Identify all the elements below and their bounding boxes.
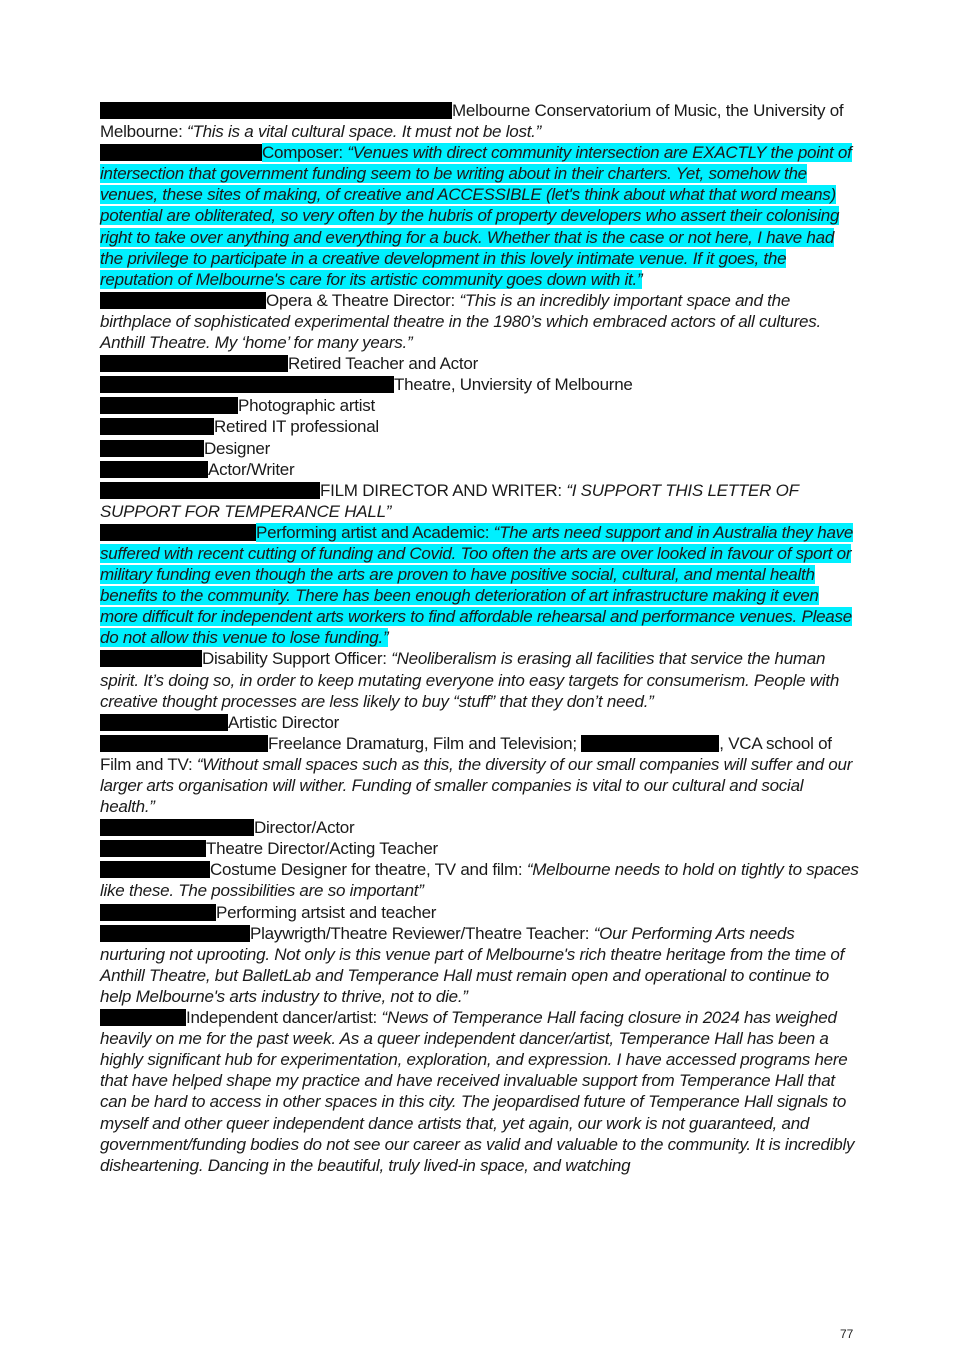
redaction-block (100, 904, 216, 921)
redaction-block (100, 861, 210, 878)
entry-role: Independent dancer/artist: (186, 1008, 382, 1028)
testimonial-entry (100, 923, 860, 1007)
redaction-block (100, 144, 262, 161)
entry-role: Photographic artist (238, 396, 375, 416)
redaction-block (100, 292, 266, 309)
entry-role: Designer (204, 438, 271, 458)
testimonial-entry (100, 290, 860, 353)
redaction-block (100, 397, 238, 414)
redaction-block (100, 524, 256, 541)
entry-role: Opera & Theatre Director: (266, 290, 460, 310)
redaction-block (100, 355, 288, 372)
entry-role: Retired Teacher and Actor (288, 354, 478, 374)
redaction-block (100, 714, 228, 731)
testimonial-entry (100, 838, 860, 859)
entry-role: Melbourne Conservatorium of Music, the University of Melbourne: (100, 101, 844, 142)
entry-quote: “Melbourne needs to hold on tightly to spaces like these. The possibilities are so important” (100, 860, 859, 901)
entry-quote: “This is an incredibly important space and the birthplace of sophisticated experimental theatre in the 1980’s which embraced actors of all cultures. Anthill Theatre. My ‘home’ for many years.” (100, 290, 821, 353)
entry-role: Director/Actor (254, 818, 355, 838)
redaction-block (100, 735, 268, 752)
testimonial-entry (100, 859, 860, 901)
entry-role: Costume Designer for theatre, TV and film: (210, 860, 527, 880)
redaction-block (100, 440, 204, 457)
entry-quote: “Our Performing Arts needs nurturing not uprooting. Not only is this venue part of Melbourne's rich theatre heritage from the time of Anthill Theatre, but BalletLab and Temperance Hall must remain open and operational to continue to help Melbourne's arts industry to thrive, not to die.” (100, 923, 845, 1006)
testimonial-entry (100, 459, 860, 480)
testimonial-entry (100, 416, 860, 437)
entry-role: Retired IT professional (214, 417, 379, 437)
entry-role: Artistic Director (228, 712, 339, 732)
testimonial-entry (100, 100, 860, 142)
entry-role: Composer: (262, 143, 348, 163)
entry-role-continued: , VCA school of Film and TV: (100, 733, 832, 774)
redaction-block (100, 482, 320, 499)
page-number: 77 (840, 1327, 854, 1341)
redaction-block (581, 735, 719, 752)
entry-quote: “Neoliberalism is erasing all facilities that service the human spirit. It’s doing so, in order to keep mutating everyone into easy targets for consumerism. People with creative thought processes are less likely to buy “stuff” that they don’t need.” (100, 649, 840, 711)
testimonial-entry (100, 817, 860, 838)
testimonial-entry (100, 902, 860, 923)
redaction-block (100, 925, 250, 942)
testimonial-entry (100, 395, 860, 416)
testimonial-entry (100, 438, 860, 459)
testimonial-entry (100, 648, 860, 711)
testimonial-entry (100, 480, 860, 522)
redaction-block (100, 1009, 186, 1026)
entry-quote: “This is a vital cultural space. It must not be lost.” (187, 122, 542, 142)
entry-quote: “The arts need support and in Australia they have suffered with recent cutting of funding and Covid. Too often the arts are over looked in favour of sport or military funding even though the arts are proven to have positive social, cultural, and mental health benefits to the community. There has been enough deterioration of art infrastructure making it even more difficult for independent arts workers to find affordable rehearsal and performance venues. Please do not allow this venue to lose funding.” (100, 522, 854, 648)
entry-role: Performing artist and Academic: (256, 522, 494, 542)
testimonial-entry (100, 142, 860, 290)
entry-role: Freelance Dramaturg, Film and Television; (268, 733, 582, 753)
entry-quote: “Without small spaces such as this, the diversity of our small companies will suffer and our larger arts organisation will wither. Funding of smaller companies is vital to our cultural and social health.” (100, 754, 853, 817)
testimonial-entry (100, 522, 860, 649)
entry-role: Disability Support Officer: (202, 649, 392, 669)
redaction-block (100, 461, 208, 478)
entry-quote: “News of Temperance Hall facing closure in 2024 has weighed heavily on me for the past week. As a queer independent dancer/artist, Temperance Hall has been a highly significant hub for experimentation, exploration, and expression. I have accessed programs here that have helped shape my practice and have received invaluable support from Temperance Hall that can be hard to access in other spaces in this city. The jeopardised future of Temperance Hall signals to myself and other queer independent dance artists that, yet again, our work is not guaranteed, and government/funding bodies do not see our career as valid and valuable to the community. It is incredibly disheartening. Dancing in the beautiful, truly lived-in space, and watching (100, 1008, 855, 1175)
testimonial-entry (100, 374, 860, 395)
entry-quote: “Venues with direct community intersection are EXACTLY the point of intersection that government funding seem to be writing about in their charters. Yet, somehow the venues, these sites of making, of creative and ACCESSIBLE (let's think about what that word means) potential are obliterated, so very often by the hubris of property developers who assert their colonising right to take over anything and everything for a buck. Whether that is the case or not here, I have had the privilege to participate in a creative development in this lovely intimate venue. If it goes, the reputation of Melbourne's care for its artistic community goes down with it.” (100, 143, 852, 289)
testimonial-entry (100, 733, 860, 817)
testimonial-list (100, 100, 860, 1176)
redaction-block (100, 819, 254, 836)
redaction-block (100, 840, 206, 857)
entry-role: Performing artsist and teacher (216, 902, 437, 922)
entry-quote: “I SUPPORT THIS LETTER OF SUPPORT FOR TEMPERANCE HALL” (100, 480, 799, 521)
redaction-block (100, 376, 394, 393)
redaction-block (100, 418, 214, 435)
entry-role: FILM DIRECTOR AND WRITER: (320, 480, 567, 500)
entry-role: Theatre Director/Acting Teacher (206, 839, 438, 859)
testimonial-entry (100, 353, 860, 374)
entry-role: Playwrigth/Theatre Reviewer/Theatre Teacher: (250, 923, 594, 943)
testimonial-entry (100, 1007, 860, 1176)
entry-role: Theatre, Unviersity of Melbourne (394, 375, 633, 395)
entry-role: Actor/Writer (208, 459, 295, 479)
testimonial-entry (100, 712, 860, 733)
redaction-block (100, 102, 452, 119)
redaction-block (100, 650, 202, 667)
